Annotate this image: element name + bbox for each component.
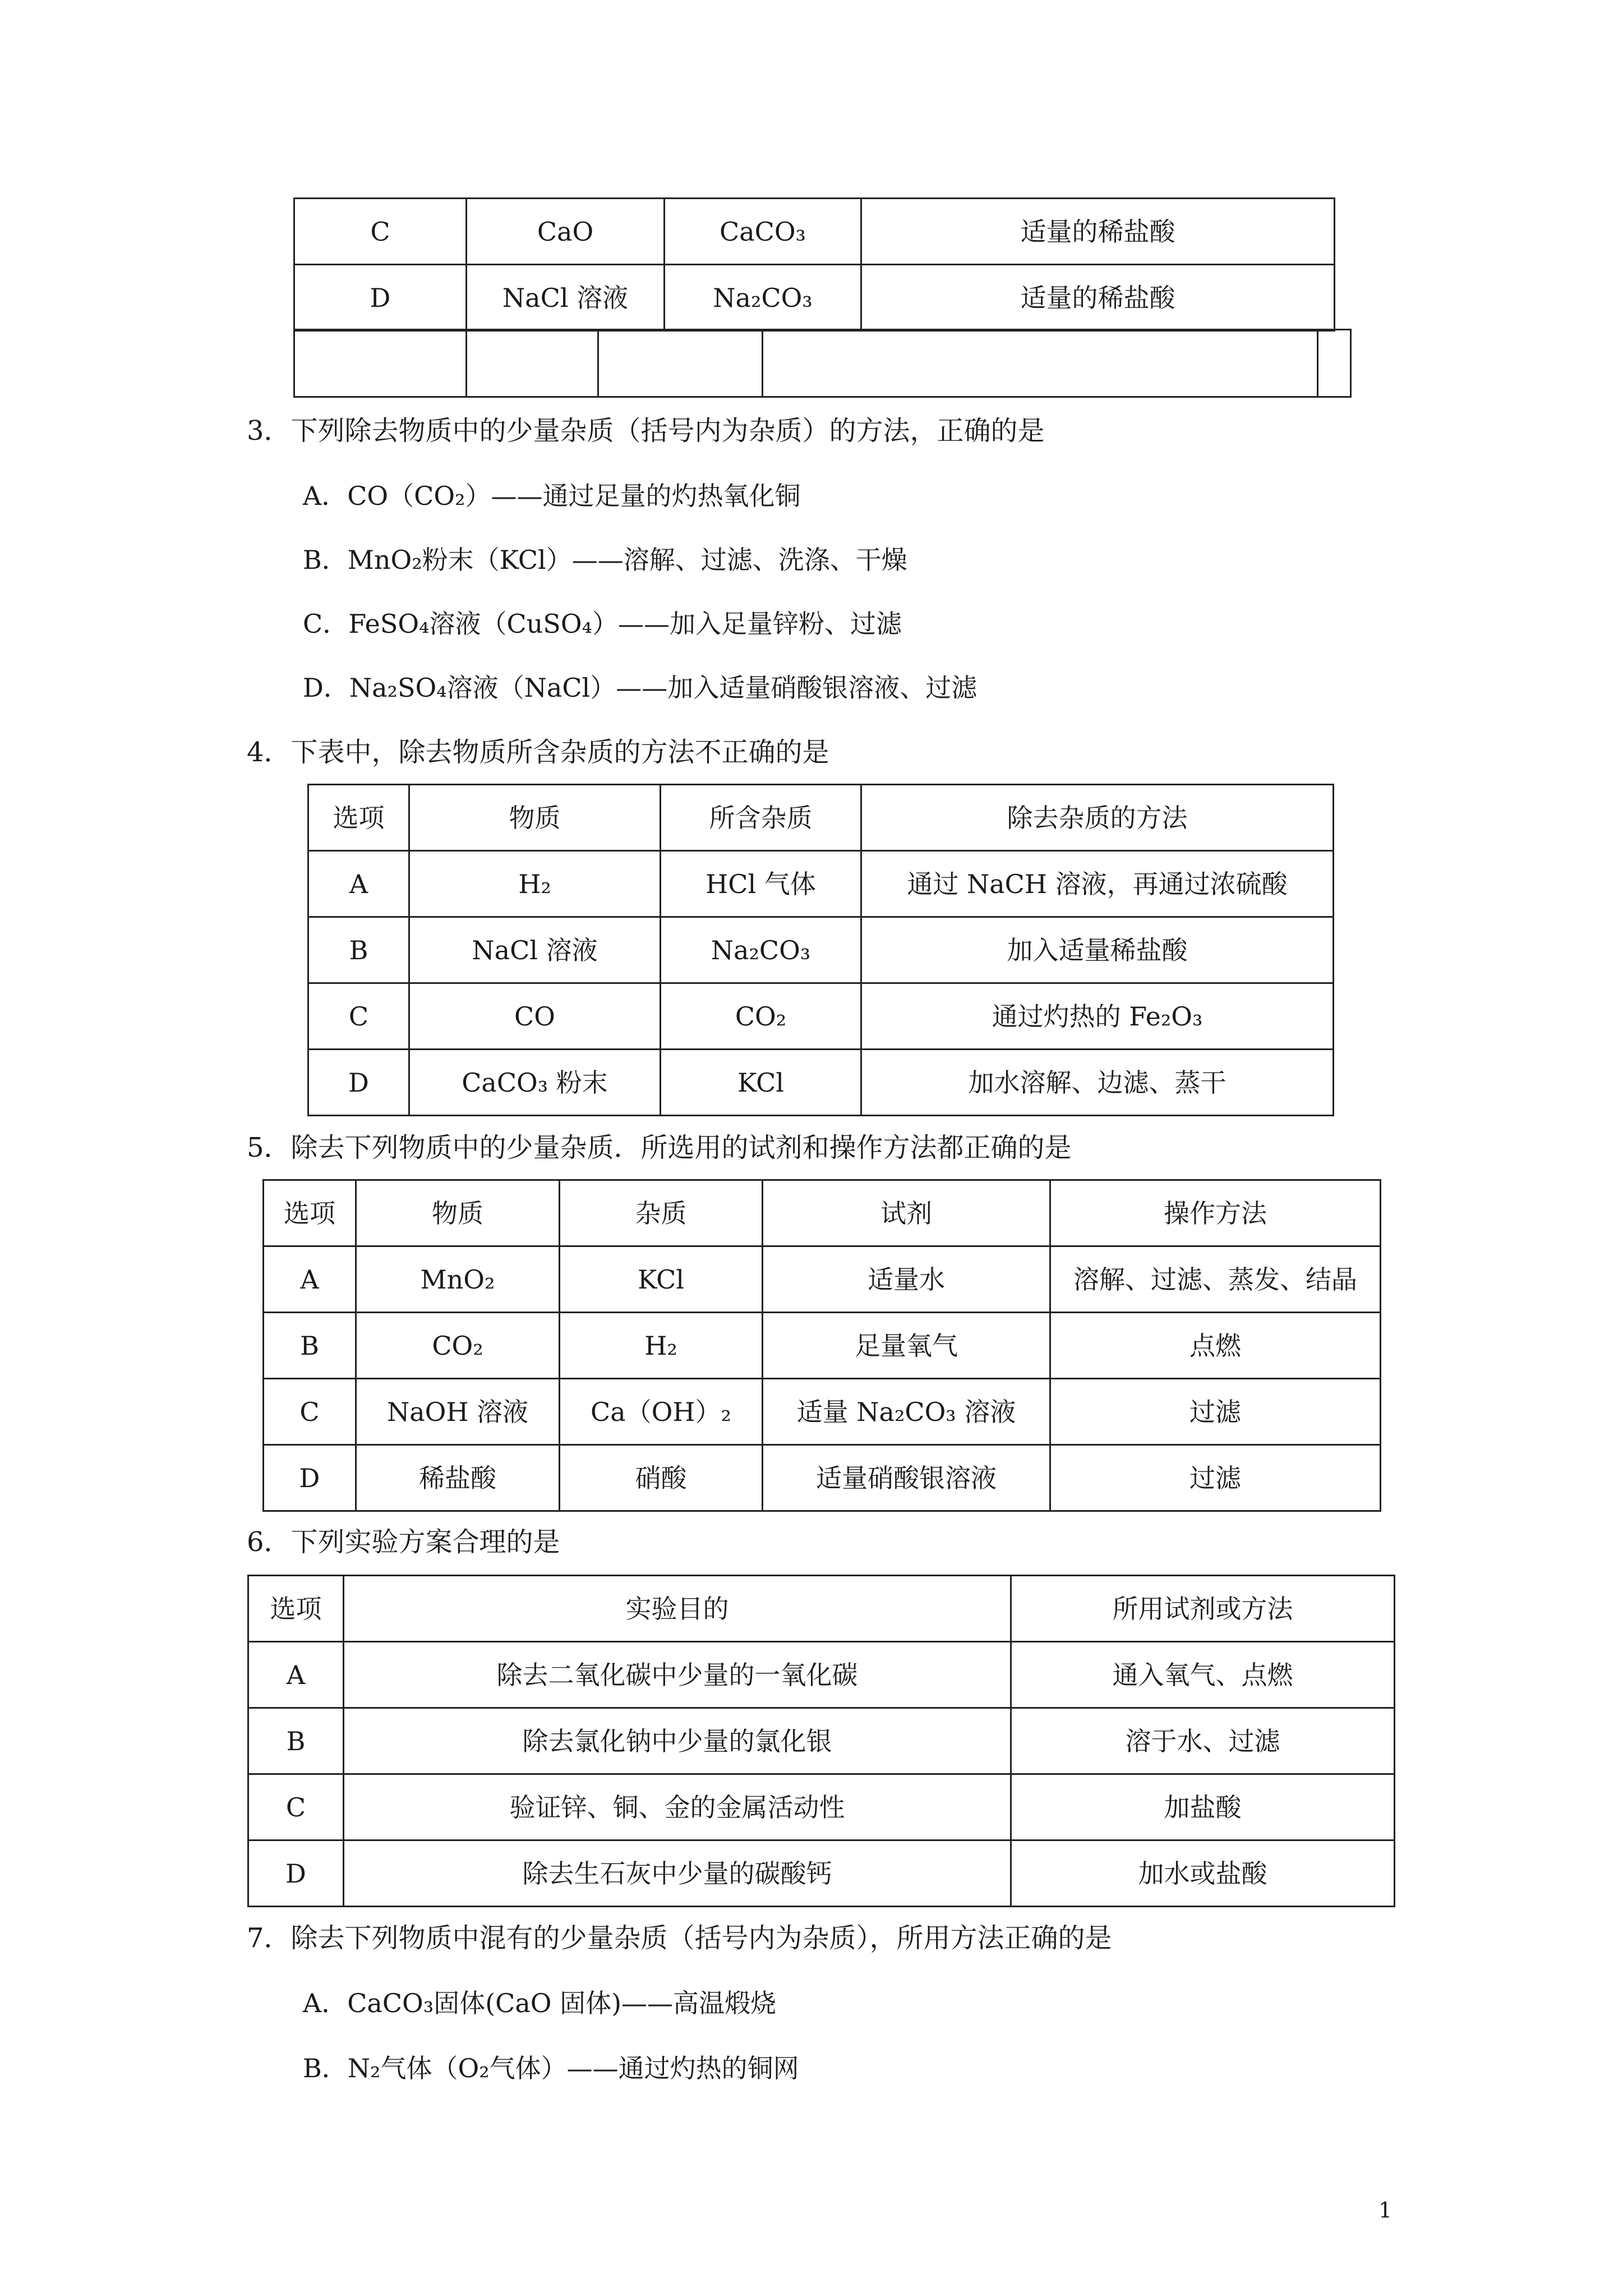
table-cell: NaCl 溶液: [467, 265, 665, 331]
table-cell: H₂: [409, 851, 661, 917]
table-row: [264, 1313, 1381, 1379]
table-cell: B: [308, 917, 409, 983]
table-row: [308, 1050, 1334, 1116]
table-header-cell: 操作方法: [1050, 1180, 1381, 1246]
table-cell: 稀盐酸: [356, 1445, 560, 1511]
table-header-row: [264, 1180, 1381, 1246]
table-cell: 除去二氧化碳中少量的一氧化碳: [344, 1642, 1011, 1708]
table-cell: CO₂: [661, 983, 861, 1050]
table-header-cell: 选项: [308, 785, 409, 851]
table-cell: [467, 330, 598, 397]
table-row: [248, 1642, 1395, 1708]
question-3-stem: 3．下列除去物质中的少量杂质（括号内为杂质）的方法，正确的是: [247, 415, 1045, 447]
table-cell: 加入适量稀盐酸: [861, 917, 1334, 983]
table-cell: 适量硝酸银溶液: [763, 1445, 1050, 1511]
table-header-cell: 所含杂质: [661, 785, 861, 851]
table-cell: Ca（OH）₂: [560, 1379, 763, 1445]
table-cell: C: [248, 1774, 344, 1841]
table-cell: CaO: [467, 199, 665, 265]
table-cell: MnO₂: [356, 1246, 560, 1313]
table-cell: NaOH 溶液: [356, 1379, 560, 1445]
table-cell: HCl 气体: [661, 851, 861, 917]
table-cell: A: [308, 851, 409, 917]
question-3-option-c: C．FeSO₄溶液（CuSO₄）——加入足量锌粉、过滤: [303, 609, 902, 639]
table-header-cell: 除去杂质的方法: [861, 785, 1334, 851]
table-row: [264, 1246, 1381, 1313]
question-3-option-a: A．CO（CO₂）——通过足量的灼热氧化铜: [303, 481, 801, 511]
table-cell: 足量氧气: [763, 1313, 1050, 1379]
question-4-stem: 4．下表中，除去物质所含杂质的方法不正确的是: [247, 737, 829, 768]
table-cell: C: [264, 1379, 356, 1445]
table-cell: 通过 NaCH 溶液，再通过浓硫酸: [861, 851, 1334, 917]
question-3-option-b: B．MnO₂粉末（KCl）——溶解、过滤、洗涤、干燥: [303, 545, 907, 575]
table-cell: CO₂: [356, 1313, 560, 1379]
table-cell: [1318, 330, 1351, 397]
table-cell: 通过灼热的 Fe₂O₃: [861, 983, 1334, 1050]
table-header-cell: 杂质: [560, 1180, 763, 1246]
table-row: [248, 1841, 1395, 1907]
table-cell: 过滤: [1050, 1379, 1381, 1445]
table-cell: CaCO₃ 粉末: [409, 1050, 661, 1116]
table-header-cell: 选项: [248, 1576, 344, 1642]
question-3-option-d: D．Na₂SO₄溶液（NaCl）——加入适量硝酸银溶液、过滤: [303, 673, 978, 703]
table-header-cell: 选项: [264, 1180, 356, 1246]
table-cell: 通入氧气、点燃: [1011, 1642, 1395, 1708]
question-4-table: [307, 784, 1334, 1116]
table-cell: [294, 330, 467, 397]
table-cell: A: [248, 1642, 344, 1708]
table-cell: KCl: [661, 1050, 861, 1116]
table-cell: D: [308, 1050, 409, 1116]
table-row: [294, 330, 1351, 397]
empty-table-row: [293, 329, 1352, 398]
table-cell: 加水或盐酸: [1011, 1841, 1395, 1907]
table-cell: 适量水: [763, 1246, 1050, 1313]
table-header-cell: 所用试剂或方法: [1011, 1576, 1395, 1642]
table-cell: 适量的稀盐酸: [861, 199, 1335, 265]
table-cell: 溶于水、过滤: [1011, 1708, 1395, 1774]
table-header-cell: 实验目的: [344, 1576, 1011, 1642]
page-number: 1: [1378, 2198, 1393, 2223]
question-5-stem: 5．除去下列物质中的少量杂质．所选用的试剂和操作方法都正确的是: [247, 1132, 1072, 1163]
table-header-row: [248, 1576, 1395, 1642]
table-header-row: [308, 785, 1334, 851]
question-6-table: [247, 1575, 1395, 1907]
table-row: [308, 917, 1334, 983]
table-row: [294, 199, 1335, 265]
table-row: [294, 265, 1335, 331]
table-cell: [763, 330, 1318, 397]
question-6-stem: 6．下列实验方案合理的是: [247, 1526, 560, 1558]
table-cell: 过滤: [1050, 1445, 1381, 1511]
question-5-table: [262, 1179, 1381, 1512]
table-cell: B: [248, 1708, 344, 1774]
table-cell: 加盐酸: [1011, 1774, 1395, 1841]
table-row: [248, 1774, 1395, 1841]
table-cell: KCl: [560, 1246, 763, 1313]
table-cell: 验证锌、铜、金的金属活动性: [344, 1774, 1011, 1841]
table-cell: H₂: [560, 1313, 763, 1379]
table-cell: 除去生石灰中少量的碳酸钙: [344, 1841, 1011, 1907]
table-header-cell: 物质: [409, 785, 661, 851]
question-7-option-a: A．CaCO₃固体(CaO 固体)——高温煅烧: [303, 1988, 777, 2018]
top-table: [293, 197, 1335, 332]
table-cell: Na₂CO₃: [661, 917, 861, 983]
table-row: [264, 1379, 1381, 1445]
table-row: [264, 1445, 1381, 1511]
table-cell: [598, 330, 763, 397]
table-cell: D: [264, 1445, 356, 1511]
question-7-option-b: B．N₂气体（O₂气体）——通过灼热的铜网: [303, 2053, 799, 2083]
table-row: [308, 983, 1334, 1050]
table-cell: 适量的稀盐酸: [861, 265, 1335, 331]
table-cell: 硝酸: [560, 1445, 763, 1511]
table-cell: C: [294, 199, 467, 265]
table-cell: 适量 Na₂CO₃ 溶液: [763, 1379, 1050, 1445]
table-header-cell: 物质: [356, 1180, 560, 1246]
table-cell: B: [264, 1313, 356, 1379]
table-cell: 溶解、过滤、蒸发、结晶: [1050, 1246, 1381, 1313]
table-cell: 点燃: [1050, 1313, 1381, 1379]
table-cell: A: [264, 1246, 356, 1313]
table-cell: NaCl 溶液: [409, 917, 661, 983]
table-cell: Na₂CO₃: [665, 265, 861, 331]
table-cell: CaCO₃: [665, 199, 861, 265]
table-cell: D: [248, 1841, 344, 1907]
table-cell: 加水溶解、边滤、蒸干: [861, 1050, 1334, 1116]
table-header-cell: 试剂: [763, 1180, 1050, 1246]
table-cell: D: [294, 265, 467, 331]
table-cell: C: [308, 983, 409, 1050]
table-cell: 除去氯化钠中少量的氯化银: [344, 1708, 1011, 1774]
table-row: [308, 851, 1334, 917]
question-7-stem: 7．除去下列物质中混有的少量杂质（括号内为杂质），所用方法正确的是: [247, 1922, 1112, 1954]
table-cell: CO: [409, 983, 661, 1050]
table-row: [248, 1708, 1395, 1774]
